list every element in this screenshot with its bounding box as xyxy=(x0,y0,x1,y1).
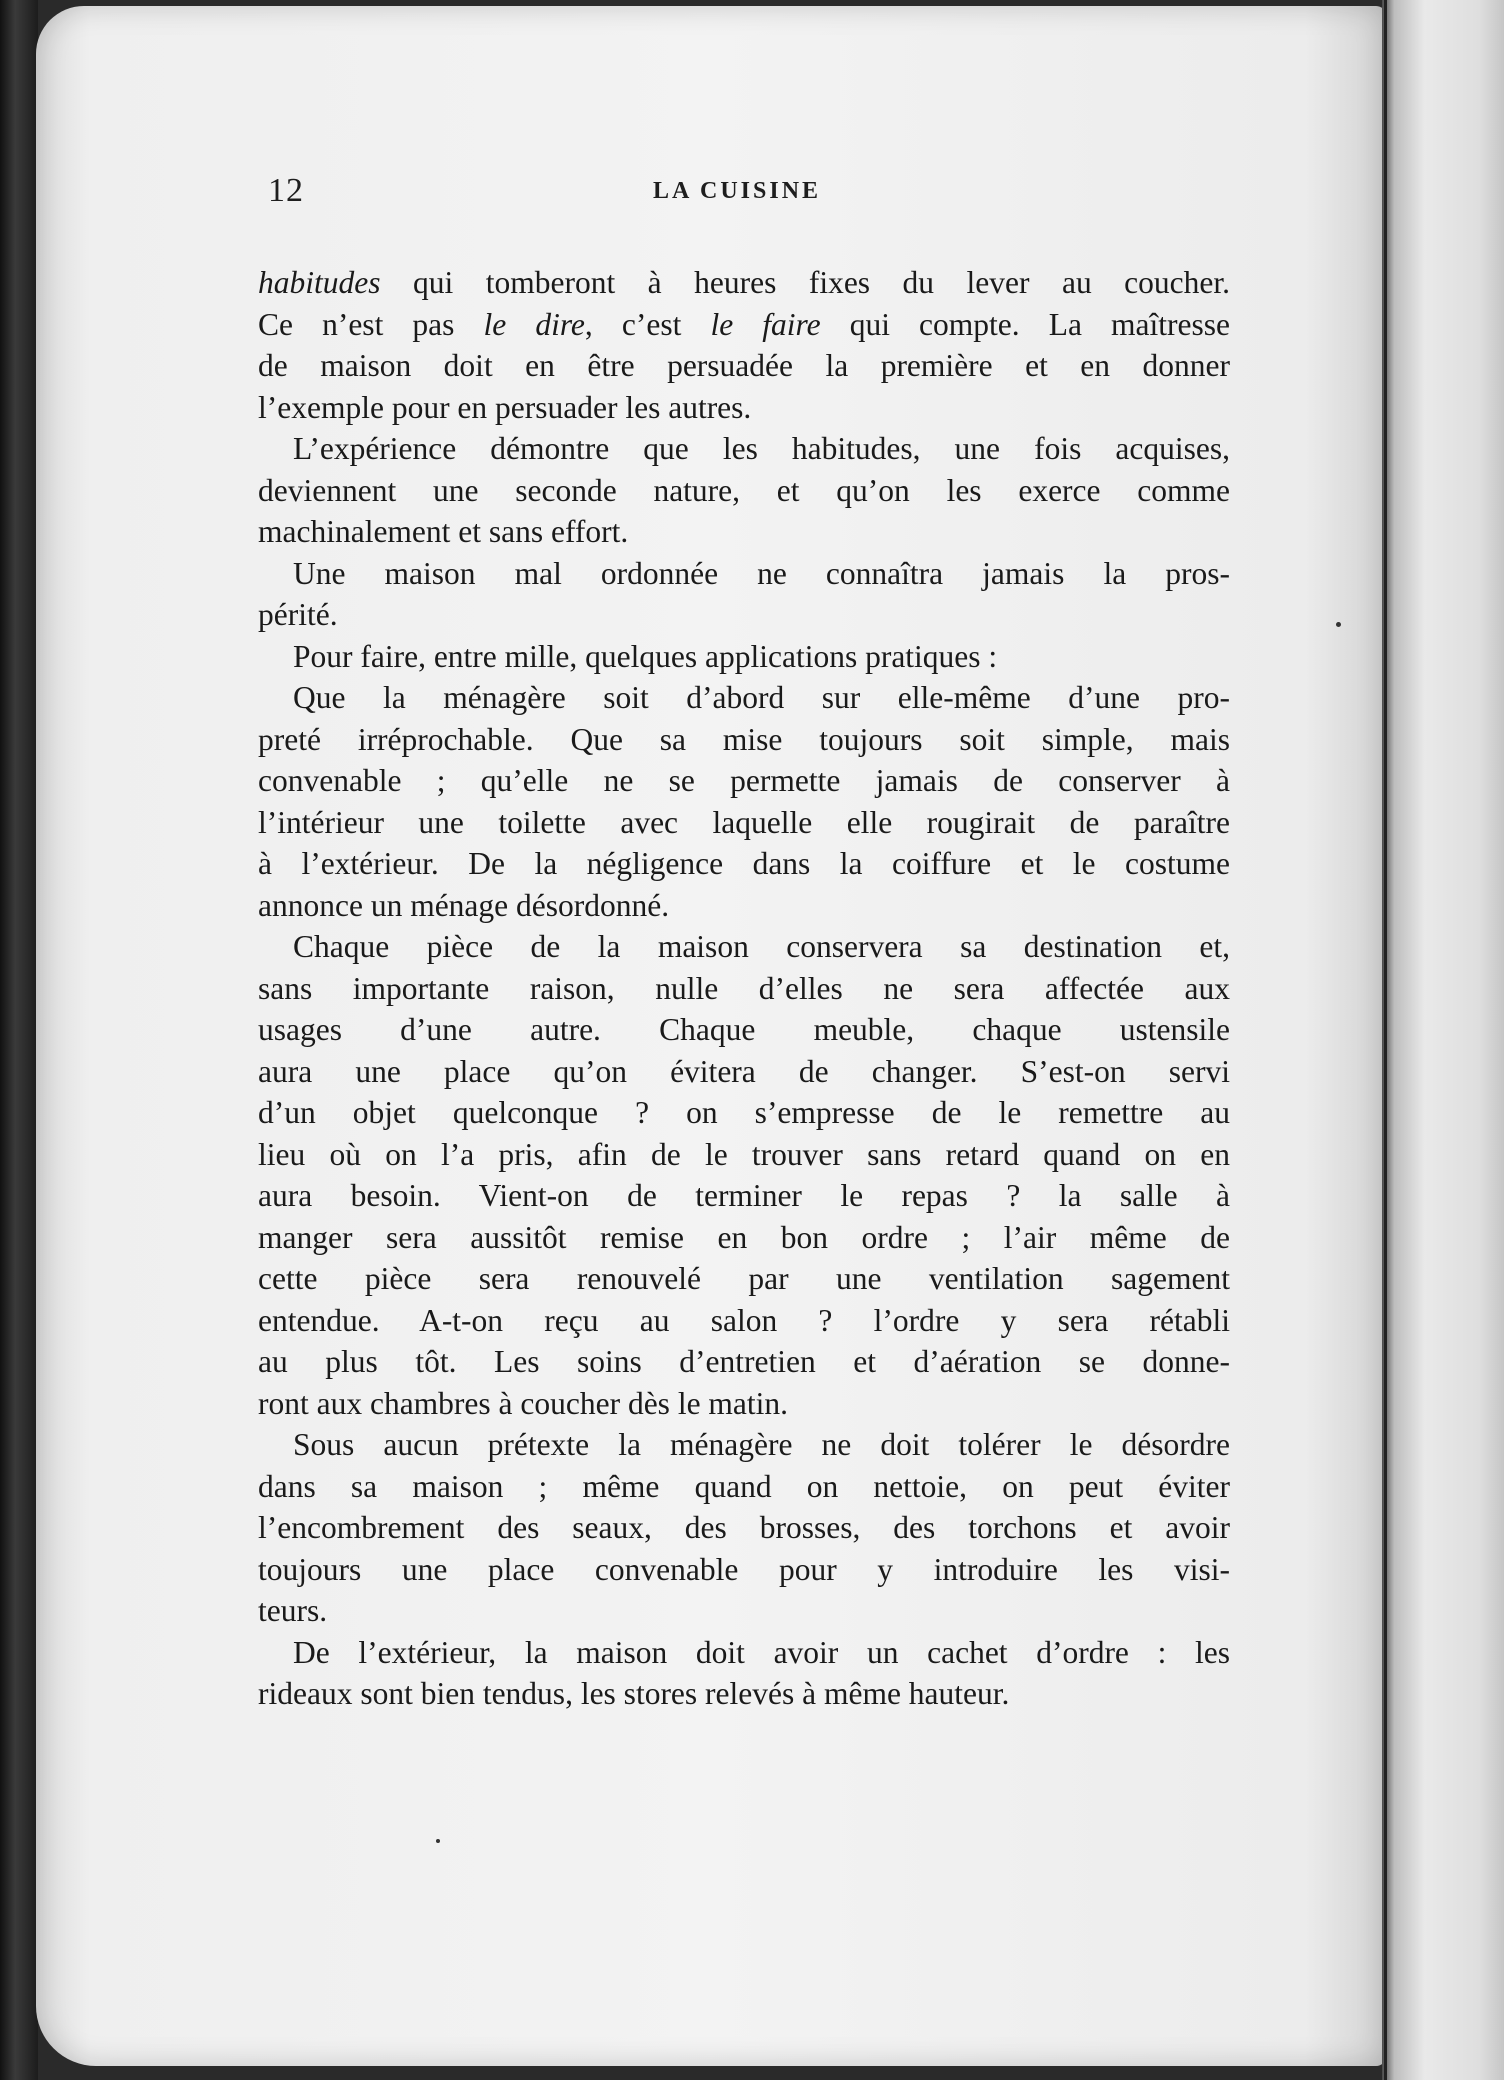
text-line xyxy=(258,1590,1230,1632)
text-line xyxy=(258,470,1230,512)
text-line xyxy=(258,677,1230,719)
text-line xyxy=(258,345,1230,387)
text-run: à l’extérieur. De la négligence dans la coiffure et le costume xyxy=(258,846,1230,881)
text-run: cette pièce sera renouvelé par une ventilation sagement xyxy=(258,1261,1230,1296)
text-line xyxy=(258,760,1230,802)
text-run: d’un objet quelconque ? on s’empresse de le remettre au xyxy=(258,1095,1230,1130)
text-run: Sous aucun prétexte la ménagère ne doit tolérer le désordre xyxy=(293,1427,1230,1462)
paragraph xyxy=(258,677,1230,926)
text-line xyxy=(258,802,1230,844)
text-run: entendue. A-t-on reçu au salon ? l’ordre y sera rétabli xyxy=(258,1302,1230,1338)
text-line xyxy=(258,1300,1230,1342)
page-header xyxy=(36,172,1386,232)
text-line xyxy=(258,428,1230,470)
text-run: lieu où on l’a pris, afin de le trouver sans retard quand on en xyxy=(258,1136,1230,1172)
text-run: sans importante raison, nulle d’elles ne sera affectée aux xyxy=(258,970,1230,1006)
text-line xyxy=(258,1466,1230,1508)
text-run: De l’extérieur, la maison doit avoir un cachet d’ordre : les xyxy=(293,1634,1230,1670)
text-line xyxy=(258,1175,1230,1217)
body-text xyxy=(258,262,1230,1715)
paragraph xyxy=(258,1424,1230,1632)
text-line xyxy=(258,885,1230,927)
page-fold-line xyxy=(1384,0,1387,2080)
text-run: Que la ménagère soit d’abord sur elle-même d’une pro- xyxy=(293,680,1230,715)
text-run: Une maison mal ordonnée ne connaîtra jamais la pros- xyxy=(293,555,1230,591)
text-line xyxy=(258,553,1230,595)
italic-text: le dire xyxy=(483,306,585,342)
text-run: de maison doit en être persuadée la première et en donner xyxy=(258,348,1230,383)
text-line xyxy=(258,262,1230,304)
text-run: Pour faire, entre mille, quelques applications pratiques : xyxy=(293,638,998,674)
text-run: manger sera aussitôt remise en bon ordre ; l’air même de xyxy=(258,1219,1230,1255)
text-run: rideaux sont bien tendus, les stores relevés à même hauteur. xyxy=(258,1676,1010,1711)
text-run: L’expérience démontre que les habitudes, une fois acquises, xyxy=(293,431,1230,466)
text-run: , c’est xyxy=(584,306,711,342)
text-line xyxy=(258,594,1230,636)
text-run: aura une place qu’on évitera de changer. S’est-on servi xyxy=(258,1053,1230,1089)
text-run: périté. xyxy=(258,597,338,632)
text-line xyxy=(258,1383,1230,1425)
paragraph xyxy=(258,262,1230,428)
text-line xyxy=(258,1507,1230,1549)
text-line xyxy=(258,1341,1230,1383)
text-line xyxy=(258,387,1230,429)
text-line xyxy=(258,1217,1230,1259)
paragraph xyxy=(258,428,1230,553)
text-run: deviennent une seconde nature, et qu’on les exerce comme xyxy=(258,472,1230,508)
text-run: convenable ; qu’elle ne se permette jamais de conserver à xyxy=(258,763,1230,798)
paragraph xyxy=(258,926,1230,1424)
text-run: usages d’une autre. Chaque meuble, chaque ustensile xyxy=(258,1012,1230,1047)
text-run: Ce n’est pas xyxy=(258,306,484,342)
paragraph xyxy=(258,1632,1230,1715)
facing-page-edge xyxy=(1382,0,1504,2080)
text-line xyxy=(258,719,1230,761)
text-run: l’intérieur une toilette avec laquelle elle rougirait de paraître xyxy=(258,804,1230,840)
text-line xyxy=(258,1009,1230,1051)
text-run: annonce un ménage désordonné. xyxy=(258,887,670,923)
running-head: LA CUISINE xyxy=(653,178,822,204)
paragraph xyxy=(258,553,1230,636)
text-run: au plus tôt. Les soins d’entretien et d’aération se donne- xyxy=(258,1344,1230,1379)
text-run: l’encombrement des seaux, des brosses, des torchons et avoir xyxy=(258,1510,1230,1545)
text-line xyxy=(258,1673,1230,1715)
text-line xyxy=(258,636,1230,678)
page-number: 12 xyxy=(268,172,304,209)
text-line xyxy=(258,1051,1230,1093)
italic-text: le faire xyxy=(710,306,821,342)
text-line xyxy=(258,1424,1230,1466)
text-line xyxy=(258,926,1230,968)
text-line xyxy=(258,1092,1230,1134)
text-run: toujours une place convenable pour y introduire les visi- xyxy=(258,1551,1230,1587)
book-spine-shadow xyxy=(0,0,38,2080)
text-run: l’exemple pour en persuader les autres. xyxy=(258,389,752,425)
text-line xyxy=(258,511,1230,553)
text-line xyxy=(258,1549,1230,1591)
text-run: machinalement et sans effort. xyxy=(258,514,629,549)
text-run: aura besoin. Vient-on de terminer le repas ? la salle à xyxy=(258,1178,1230,1213)
book-page xyxy=(36,6,1386,2066)
text-run: dans sa maison ; même quand on nettoie, on peut éviter xyxy=(258,1468,1230,1504)
text-line xyxy=(258,1258,1230,1300)
text-line xyxy=(258,304,1230,346)
text-run: teurs. xyxy=(258,1593,328,1628)
text-line xyxy=(258,1134,1230,1176)
text-run: preté irréprochable. Que sa mise toujours soit simple, mais xyxy=(258,721,1230,757)
text-run: ront aux chambres à coucher dès le matin. xyxy=(258,1385,789,1421)
italic-text: habitudes xyxy=(258,265,381,300)
text-run: qui tomberont à heures fixes du lever au coucher. xyxy=(380,265,1230,300)
print-speck xyxy=(436,1839,440,1843)
text-run: qui compte. La maîtresse xyxy=(820,306,1230,342)
text-line xyxy=(258,1632,1230,1674)
text-run: Chaque pièce de la maison conservera sa destination et, xyxy=(293,929,1230,964)
paragraph xyxy=(258,636,1230,678)
text-line xyxy=(258,968,1230,1010)
print-speck xyxy=(1336,622,1341,627)
text-line xyxy=(258,843,1230,885)
